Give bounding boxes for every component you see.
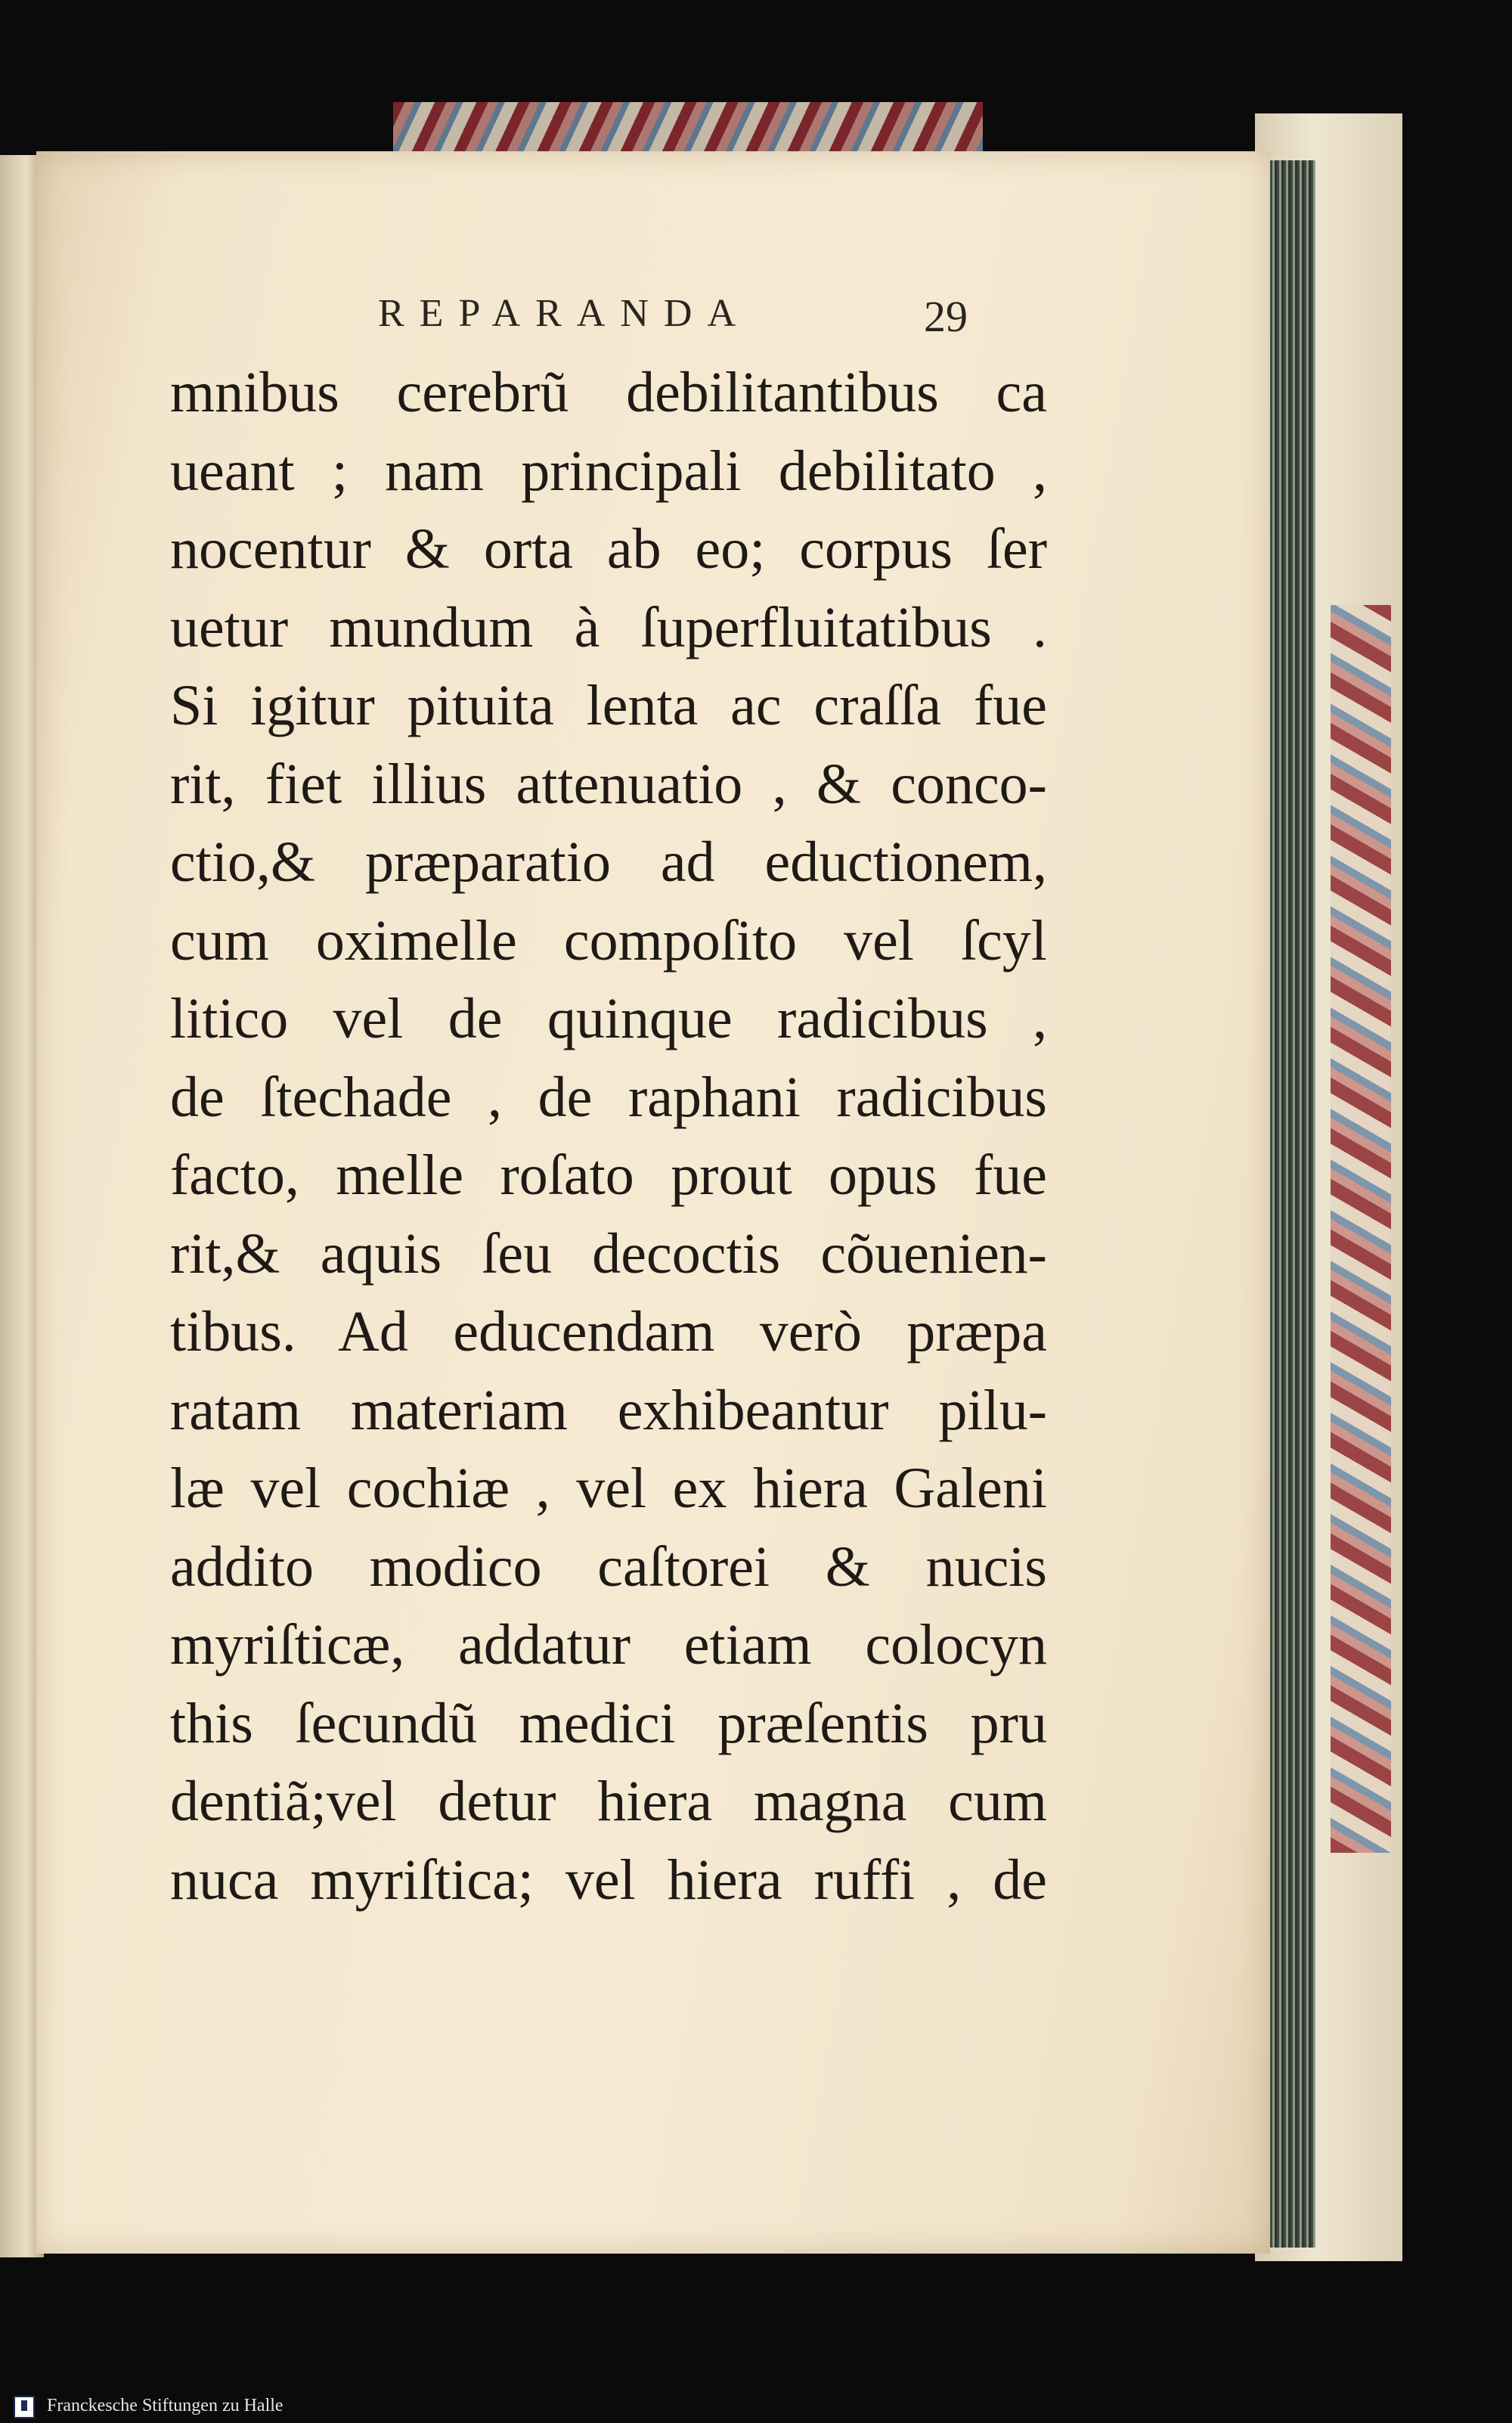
text-line: ratam materiam exhibeantur pilu- <box>170 1378 1047 1442</box>
footer-credit: Franckesche Stiftungen zu Halle <box>47 2396 284 2415</box>
text-line: uetur mundum à ſuperfluitatibus . <box>170 595 1047 659</box>
running-head <box>378 291 983 344</box>
text-line: læ vel cochiæ , vel ex hiera Galeni <box>170 1457 1047 1520</box>
text-line: cum oximelle compoſito vel ſcyl <box>170 908 1047 973</box>
text-line: this ſecundũ medici præſentis pru <box>170 1691 1047 1755</box>
text-line: de ſtechade , de raphani radicibus <box>170 1065 1047 1129</box>
text-line: mnibus cerebrũ debilitantibus ca <box>170 361 1047 424</box>
text-line: addito modico caſtorei & nucis <box>170 1534 1047 1599</box>
text-line: rit,& aquis ſeu decoctis cõuenien- <box>170 1221 1047 1286</box>
text-line: nuca myriſtica; vel hiera ruffi , de <box>170 1847 1047 1912</box>
page-edges <box>1270 160 1315 2248</box>
page-number: 29 <box>924 292 968 341</box>
footer-bar <box>0 2390 1512 2423</box>
text-line: myriſticæ, addatur etiam colocyn <box>170 1613 1047 1677</box>
text-line: ueant ; nam principali debilitato , <box>170 439 1047 503</box>
text-line: rit, fiet illius attenuatio , & conco- <box>170 752 1047 816</box>
text-line: dentiã;vel detur hiera magna cum <box>170 1770 1047 1833</box>
body-text <box>170 354 1047 1919</box>
running-head-title: REPARANDA <box>378 292 751 335</box>
text-line: tibus. Ad educendam verò præpa <box>170 1300 1047 1364</box>
text-line: litico vel de quinque radicibus , <box>170 987 1047 1050</box>
text-line: Si igitur pituita lenta ac craſſa fue <box>170 674 1047 737</box>
text-line: facto, melle roſato prout opus fue <box>170 1143 1047 1207</box>
text-line: nocentur & orta ab eo; corpus ſer <box>170 517 1047 581</box>
marbled-endpaper-right <box>1331 605 1391 1853</box>
institution-logo-icon <box>14 2396 35 2418</box>
text-line: ctio,& præparatio ad eductionem, <box>170 830 1047 894</box>
marbled-endpaper-top <box>393 102 983 159</box>
